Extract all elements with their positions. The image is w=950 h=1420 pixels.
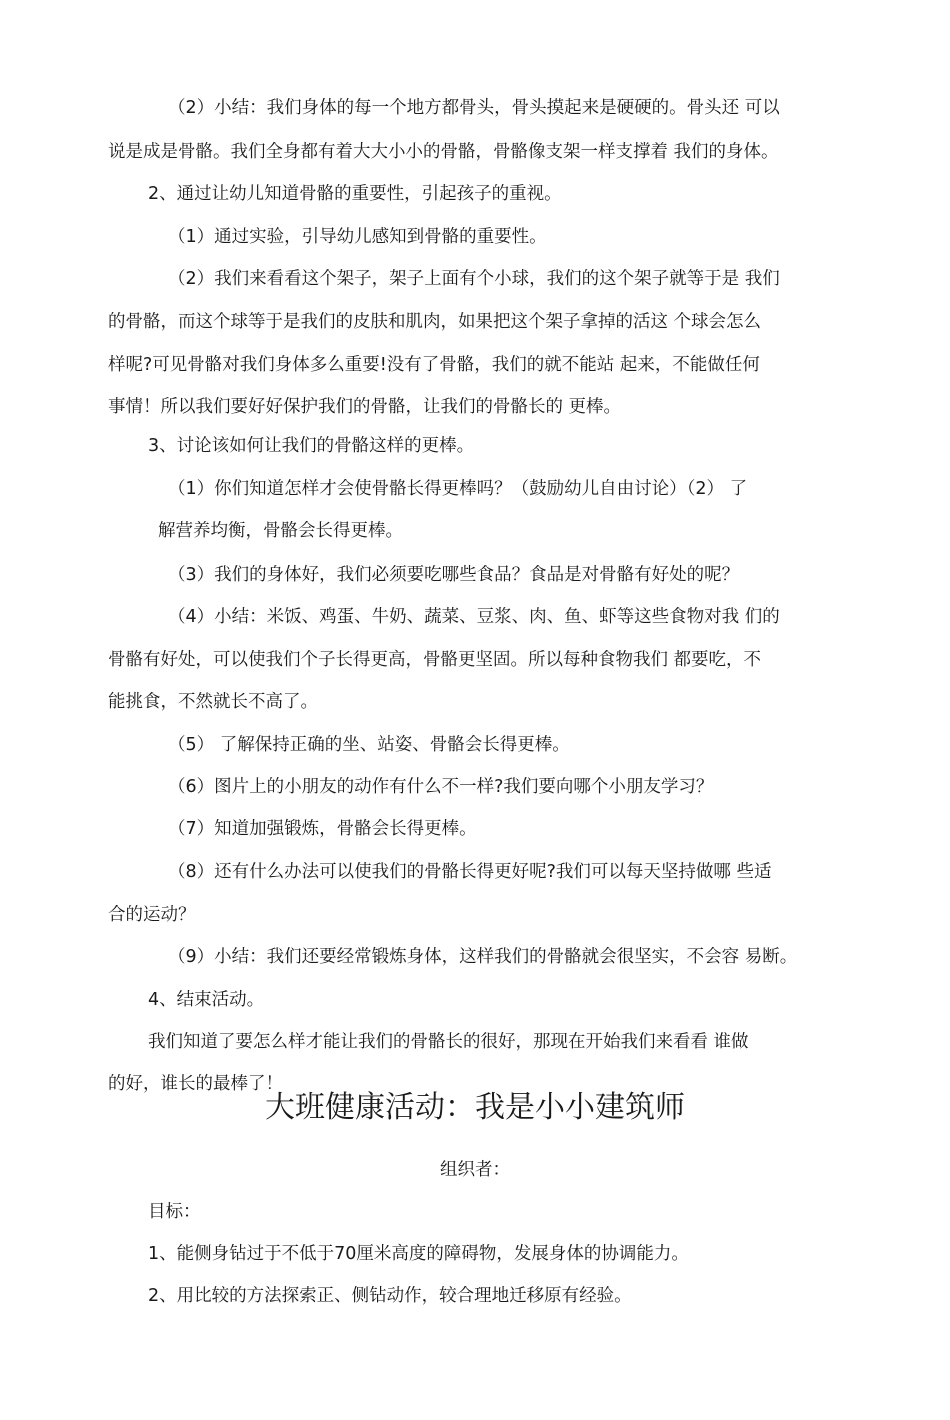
paragraph-line: 样呢?可见骨骼对我们身体多么重要!没有了骨骼，我们的就不能站 起来，不能做任何	[108, 355, 760, 375]
paragraph-line: （3）我们的身体好，我们必须要吃哪些食品？食品是对骨骼有好处的呢？	[168, 565, 740, 585]
paragraph-line: （6）图片上的小朋友的动作有什么不一样?我们要向哪个小朋友学习？	[168, 777, 714, 797]
paragraph-line: （1）通过实验，引导幼儿感知到骨骼的重要性。	[168, 227, 547, 247]
paragraph-line: （1）你们知道怎样才会使骨骼长得更棒吗？（鼓励幼儿自由讨论）（2） 了	[168, 479, 748, 499]
goal-item: 1、能侧身钻过于不低于70厘米高度的障碍物，发展身体的协调能力。	[148, 1244, 689, 1264]
goal-item: 2、用比较的方法探索正、侧钻动作，较合理地迁移原有经验。	[148, 1286, 632, 1306]
section-heading: 3、讨论该如何让我们的骨骼这样的更棒。	[148, 436, 475, 456]
paragraph-line: 骨骼有好处，可以使我们个子长得更高，骨骼更坚固。所以每种食物我们 都要吃，不	[108, 650, 762, 670]
organizer-label: 组织者：	[440, 1160, 510, 1180]
paragraph-line: 的骨骼，而这个球等于是我们的皮肤和肌肉，如果把这个架子拿掉的活这 个球会怎么	[108, 312, 762, 332]
section-heading: 4、结束活动。	[148, 990, 265, 1010]
paragraph-line: 我们知道了要怎么样才能让我们的骨骼长的很好，那现在开始我们来看看 谁做	[148, 1032, 749, 1052]
paragraph-line: 的好，谁长的最棒了！	[108, 1074, 283, 1094]
section-heading: 2、通过让幼儿知道骨骼的重要性，引起孩子的重视。	[148, 184, 562, 204]
paragraph-line: （2）小结：我们身体的每一个地方都骨头，骨头摸起来是硬硬的。骨头还 可以	[168, 98, 780, 118]
paragraph-line: （5） 了解保持正确的坐、站姿、骨骼会长得更棒。	[168, 735, 570, 755]
paragraph-line: 能挑食，不然就长不高了。	[108, 692, 318, 712]
paragraph-line: 合的运动？	[108, 905, 196, 925]
paragraph-line: （4）小结：米饭、鸡蛋、牛奶、蔬菜、豆浆、肉、鱼、虾等这些食物对我 们的	[168, 607, 780, 627]
paragraph-line: （9）小结：我们还要经常锻炼身体，这样我们的骨骼就会很坚实，不会容 易断。	[168, 947, 798, 967]
goals-heading: 目标：	[148, 1202, 201, 1222]
paragraph-line: （2）我们来看看这个架子，架子上面有个小球，我们的这个架子就等于是 我们	[168, 269, 780, 289]
paragraph-line: （8）还有什么办法可以使我们的骨骼长得更好呢?我们可以每天坚持做哪 些适	[168, 862, 772, 882]
paragraph-line: （7）知道加强锻炼，骨骼会长得更棒。	[168, 819, 477, 839]
paragraph-line: 说是成是骨骼。我们全身都有着大大小小的骨骼，骨骼像支架一样支撑着 我们的身体。	[108, 142, 779, 162]
document-title: 大班健康活动：我是小小建筑师	[265, 1090, 685, 1125]
paragraph-line: 事情！所以我们要好好保护我们的骨骼，让我们的骨骼长的 更棒。	[108, 397, 622, 417]
paragraph-line: 解营养均衡，骨骼会长得更棒。	[158, 521, 403, 541]
